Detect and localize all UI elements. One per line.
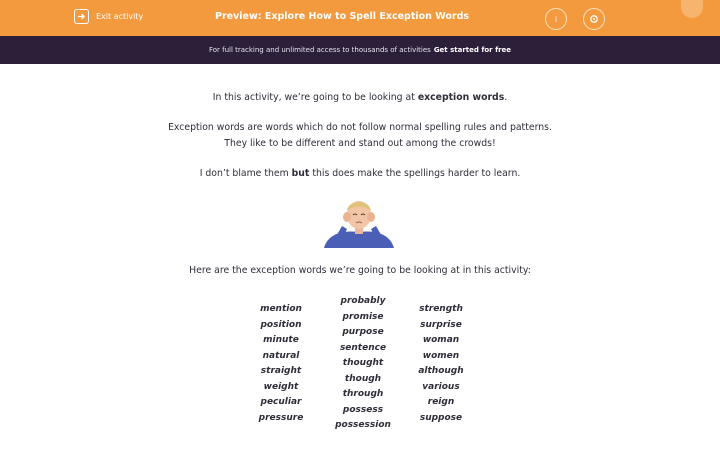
exception-word: peculiar: [260, 397, 302, 407]
intro-period: .: [504, 92, 508, 103]
exit-activity-label: Exit activity: [96, 12, 144, 21]
intro-bold: exception words: [417, 92, 505, 103]
exit-icon: [74, 9, 89, 24]
exception-word: pressure: [258, 412, 304, 423]
exception-word: thought: [342, 358, 384, 368]
exception-word: reign: [427, 397, 455, 407]
exception-word: possess: [342, 404, 384, 415]
top-bar: [0, 0, 720, 36]
exception-word: various: [422, 381, 460, 392]
blame-text-end: this does make the spellings harder to learn.: [312, 168, 521, 179]
exception-word: straight: [260, 366, 302, 376]
exception-word: sentence: [339, 342, 387, 353]
blame-bold: but: [291, 168, 310, 179]
exception-word: probably: [340, 296, 386, 306]
exception-word: although: [418, 366, 464, 376]
exception-word: through: [342, 389, 384, 399]
exception-word: natural: [262, 350, 300, 361]
banner-text: For full tracking and unlimited access to thousands of activities: [208, 46, 431, 54]
word-column-2: [318, 294, 408, 434]
definition-paragraph: [0, 120, 720, 151]
brand-logo: [681, 0, 703, 18]
exception-word: mention: [260, 304, 302, 314]
word-column-1: [236, 302, 326, 426]
list-intro: Here are the exception words we’re going to be looking at in this activity:: [189, 265, 531, 276]
promo-banner: [0, 36, 720, 64]
page-title: Preview: Explore How to Spell Exception Words: [215, 11, 470, 22]
info-icon: i: [554, 14, 558, 24]
exception-word: suppose: [419, 412, 463, 423]
settings-button[interactable]: [583, 8, 605, 30]
info-button[interactable]: [545, 8, 567, 30]
exception-word: weight: [263, 381, 299, 392]
exception-word: possession: [335, 420, 391, 430]
exception-word: though: [344, 373, 382, 384]
blame-paragraph: [0, 166, 720, 182]
exception-word: position: [260, 319, 302, 330]
word-list: [0, 296, 720, 440]
intro-paragraph: [0, 90, 720, 106]
exception-word: promise: [342, 311, 384, 322]
intro-text: In this activity, we’re going to be looking at: [212, 92, 415, 103]
exception-word: strength: [419, 304, 463, 314]
definition-line-2: They like to be different and stand out among the crowds!: [224, 137, 496, 149]
word-column-3: [396, 302, 486, 426]
blame-text: I don’t blame them: [199, 168, 289, 179]
exception-word: women: [422, 350, 460, 361]
exception-word: woman: [422, 335, 460, 345]
settings-icon: [588, 13, 600, 25]
exception-word: purpose: [342, 327, 384, 337]
child-covering-ears-image: [320, 196, 398, 248]
get-started-link[interactable]: Get started for free: [433, 46, 512, 54]
definition-line-1: Exception words are words which do not follow normal spelling rules and patterns.: [168, 122, 552, 133]
exception-word: minute: [263, 335, 299, 345]
exit-activity-button[interactable]: [74, 9, 143, 24]
exception-word: surprise: [420, 319, 462, 330]
